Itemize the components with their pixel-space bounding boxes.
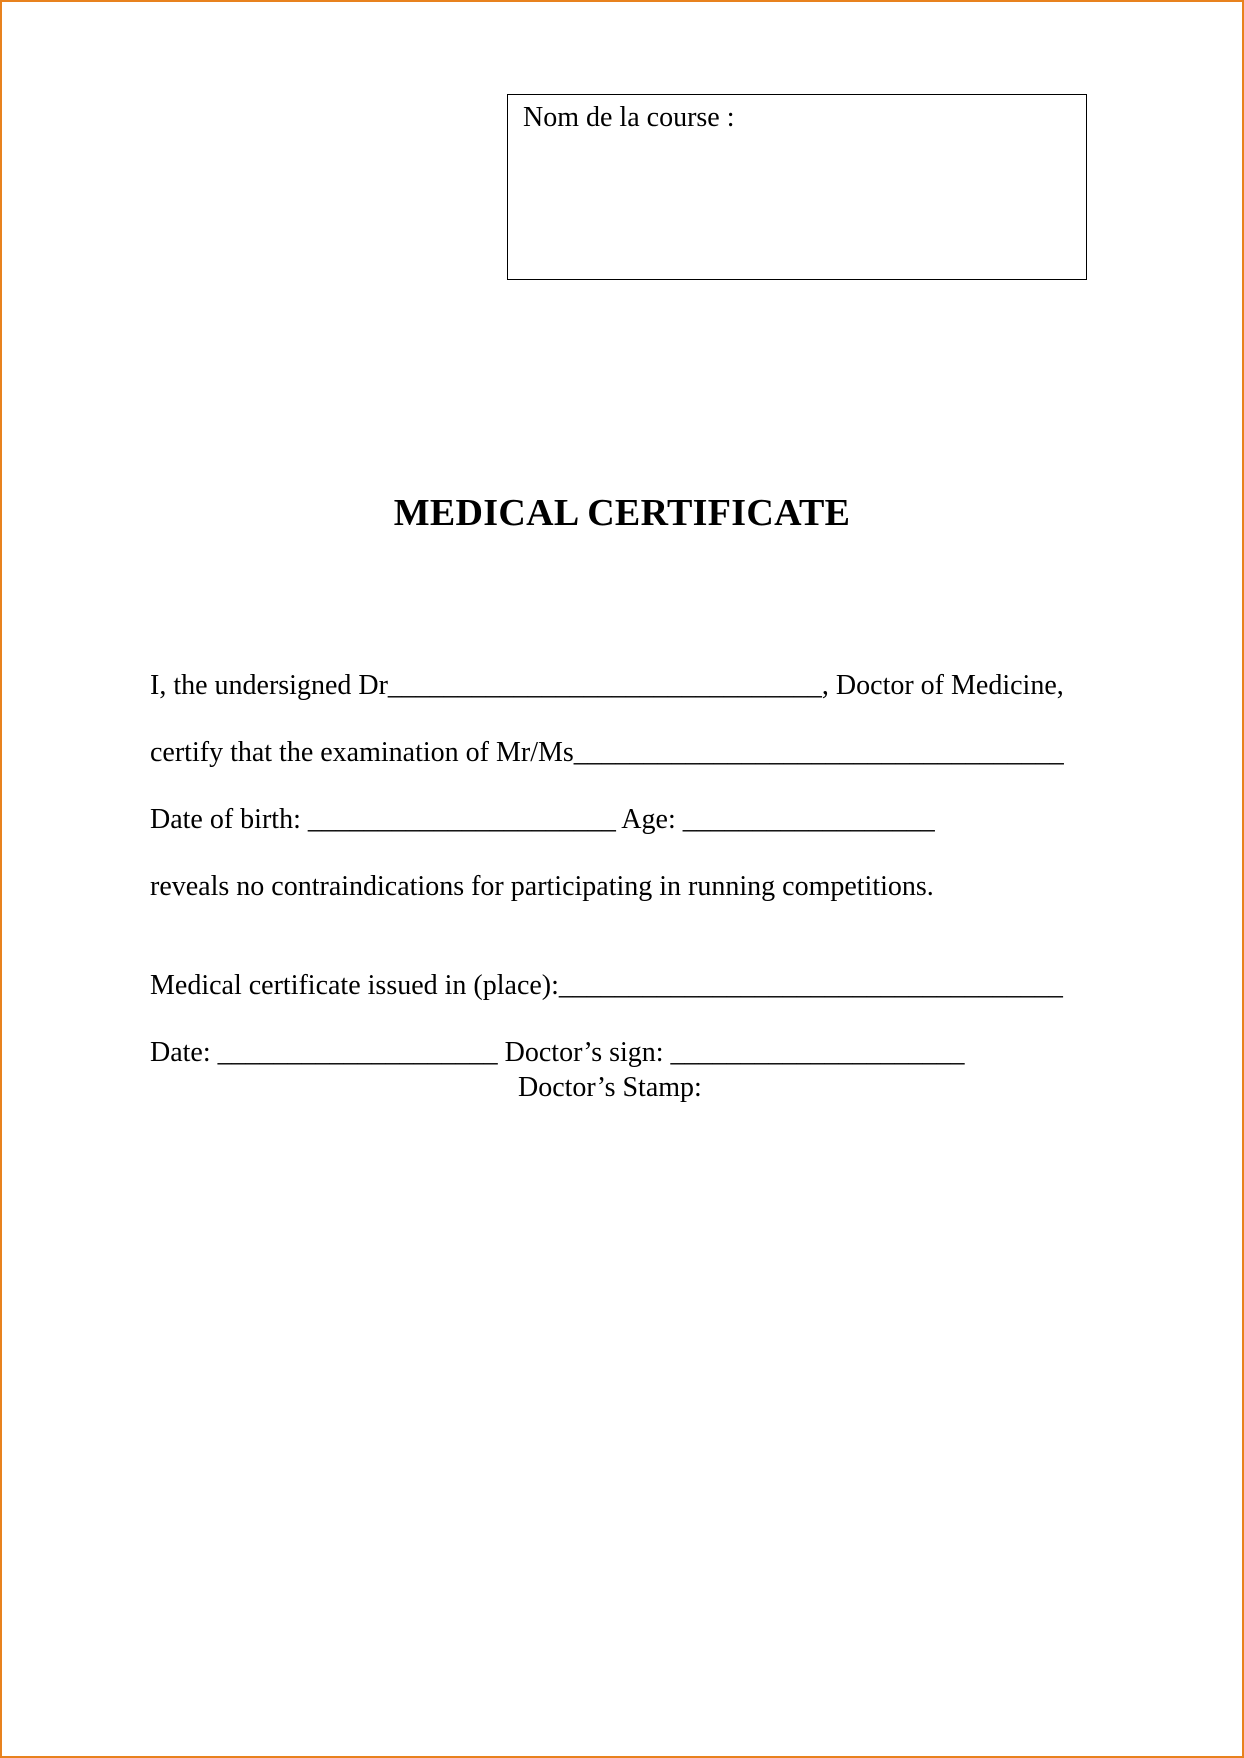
doctor-stamp-label: Doctor’s Stamp: bbox=[518, 1072, 702, 1103]
undersigned-doctor-line: I, the undersigned Dr_______________________________, Doctor of Medicine, bbox=[150, 670, 1064, 701]
race-name-box bbox=[507, 94, 1087, 280]
document-title: MEDICAL CERTIFICATE bbox=[393, 492, 851, 534]
date-signature-line: Date: ____________________ Doctor’s sign: _____________________ bbox=[150, 1037, 965, 1068]
date-of-birth-age-line: Date of birth: ______________________ Age: __________________ bbox=[150, 804, 935, 835]
contraindications-statement: reveals no contraindications for participating in running competitions. bbox=[150, 871, 934, 902]
examination-line: certify that the examination of Mr/Ms___________________________________ bbox=[150, 737, 1064, 768]
issued-place-line: Medical certificate issued in (place):____________________________________ bbox=[150, 970, 1063, 1001]
race-name-label: Nom de la course : bbox=[523, 102, 735, 133]
